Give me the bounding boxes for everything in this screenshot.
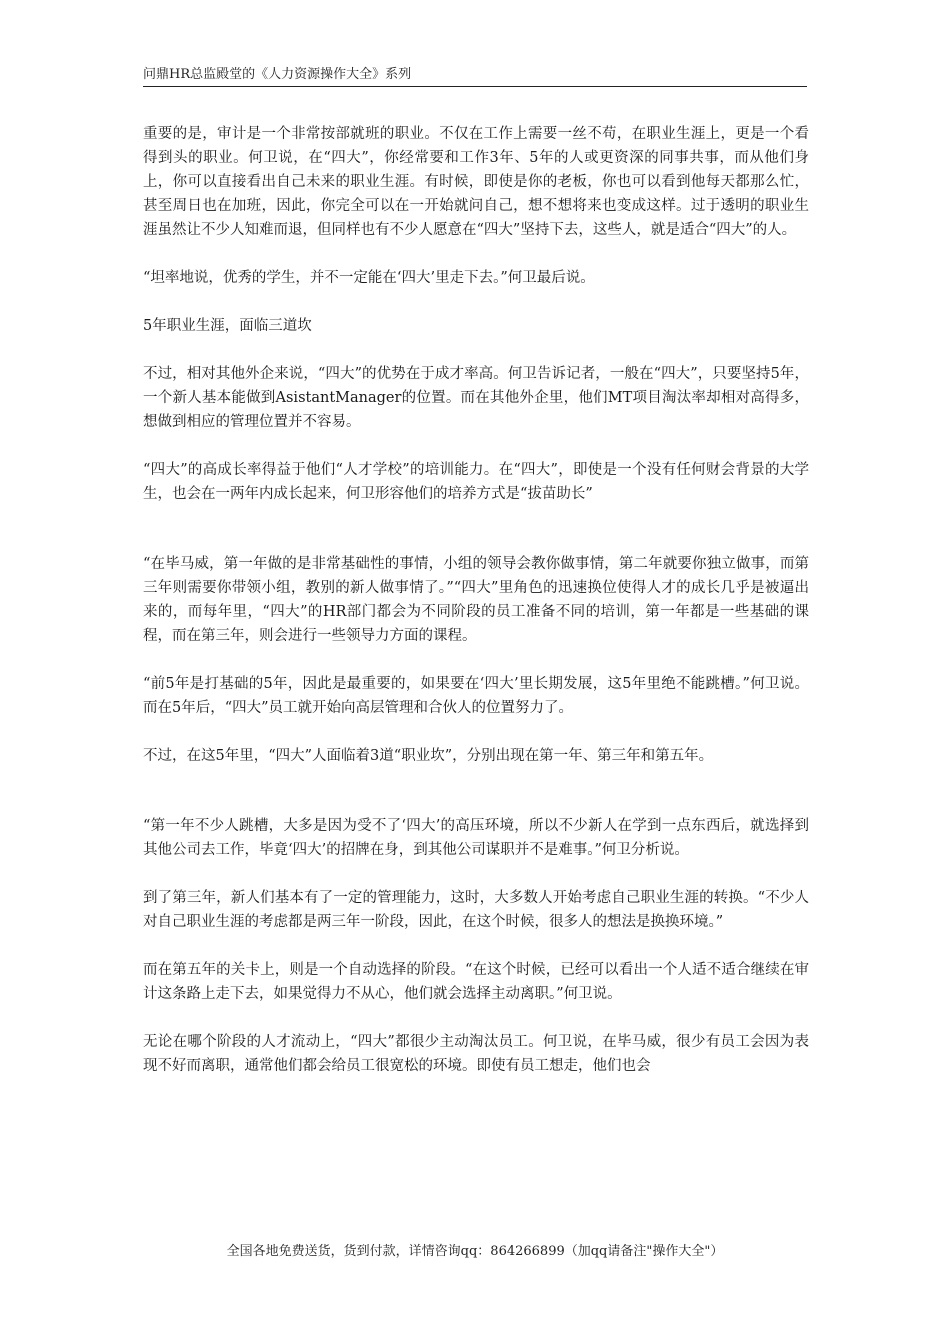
paragraph-first-year: “第一年不少人跳槽，大多是因为受不了‘四大’的高压环境，所以不少新人在学到一点东西后，就选择到其他公司去工作，毕竟‘四大’的招牌在身，到其他公司谋职并不是难事。”何卫分析说。 — [143, 818, 809, 858]
paragraph-third-year: 到了第三年，新人们基本有了一定的管理能力，这时，大多数人开始考虑自己职业生涯的转换。“不少人对自己职业生涯的考虑都是两三年一阶段，因此，在这个时候，很多人的想法是换换环境。” — [143, 890, 809, 930]
paragraph-quote-students: “坦率地说，优秀的学生，并不一定能在‘四大’里走下去。”何卫最后说。 — [143, 270, 595, 286]
header-title: 问鼎HR总监殿堂的《人力资源操作大全》系列 — [143, 67, 412, 82]
paragraph-kpmg-years: “在毕马威，第一年做的是非常基础性的事情，小组的领导会教你做事情，第二年就要你独立做事，而第三年则需要你带领小组，教别的新人做事情了。”“四大”里角色的迅速换位使得人才的成长几乎是被逼出来的，而每年里，“四大”的HR部门都会为不同阶段的员工准备不同的培训，第一年都是一些基础的课程，而在第三年，则会进行一些领导力方面的课程。 — [143, 556, 809, 644]
paragraph-first-five-years: “前5年是打基础的5年，因此是最重要的，如果要在‘四大’里长期发展，这5年里绝不能跳槽。”何卫说。而在5年后，“四大”员工就开始向高层管理和合伙人的位置努力了。 — [143, 676, 809, 716]
paragraph-audit-career: 重要的是，审计是一个非常按部就班的职业。不仅在工作上需要一丝不苟，在职业生涯上，更是一个看得到头的职业。何卫说，在“四大”，你经常要和工作3年、5年的人或更资深的同事共事，而从他们身上，你可以直接看出自己未来的职业生涯。有时候，即使是你的老板，你也可以看到他每天都那么忙，甚至周日也在加班，因此，你完全可以在一开始就问自己，想不想将来也变成这样。过于透明的职业生涯虽然让不少人知难而退，但同样也有不少人愿意在“四大”坚持下去，这些人，就是适合“四大”的人。 — [143, 126, 809, 238]
paragraph-fifth-year: 而在第五年的关卡上，则是一个自动选择的阶段。“在这个时候，已经可以看出一个人适不适合继续在审计这条路上走下去，如果觉得力不从心，他们就会选择主动离职。”何卫说。 — [143, 962, 809, 1002]
page-footer: 全国各地免费送货，货到付款，详情咨询qq：864266899（加qq请备注"操作大全"） — [226, 1244, 724, 1259]
page-header — [143, 64, 807, 87]
paragraph-success-rate: 不过，相对其他外企来说，“四大”的优势在于成才率高。何卫告诉记者，一般在“四大”，只要坚持5年，一个新人基本能做到AsistantManager的位置。而在其他外企里，他们MT项目淘汰率却相对高得多，想做到相应的管理位置并不容易。 — [143, 366, 809, 430]
section-heading: 5年职业生涯，面临三道坎 — [143, 318, 312, 334]
paragraph-no-layoffs: 无论在哪个阶段的人才流动上，“四大”都很少主动淘汰员工。何卫说，在毕马威，很少有员工会因为表现不好而离职，通常他们都会给员工很宽松的环境。即使有员工想走，他们也会 — [143, 1034, 809, 1074]
paragraph-three-hurdles: 不过，在这5年里，“四大”人面临着3道“职业坎”，分别出现在第一年、第三年和第五年。 — [143, 748, 714, 764]
paragraph-training: “四大”的高成长率得益于他们“人才学校”的培训能力。在“四大”，即使是一个没有任何财会背景的大学生，也会在一两年内成长起来，何卫形容他们的培养方式是“拔苗助长” — [143, 462, 809, 502]
article-body — [143, 122, 809, 1078]
